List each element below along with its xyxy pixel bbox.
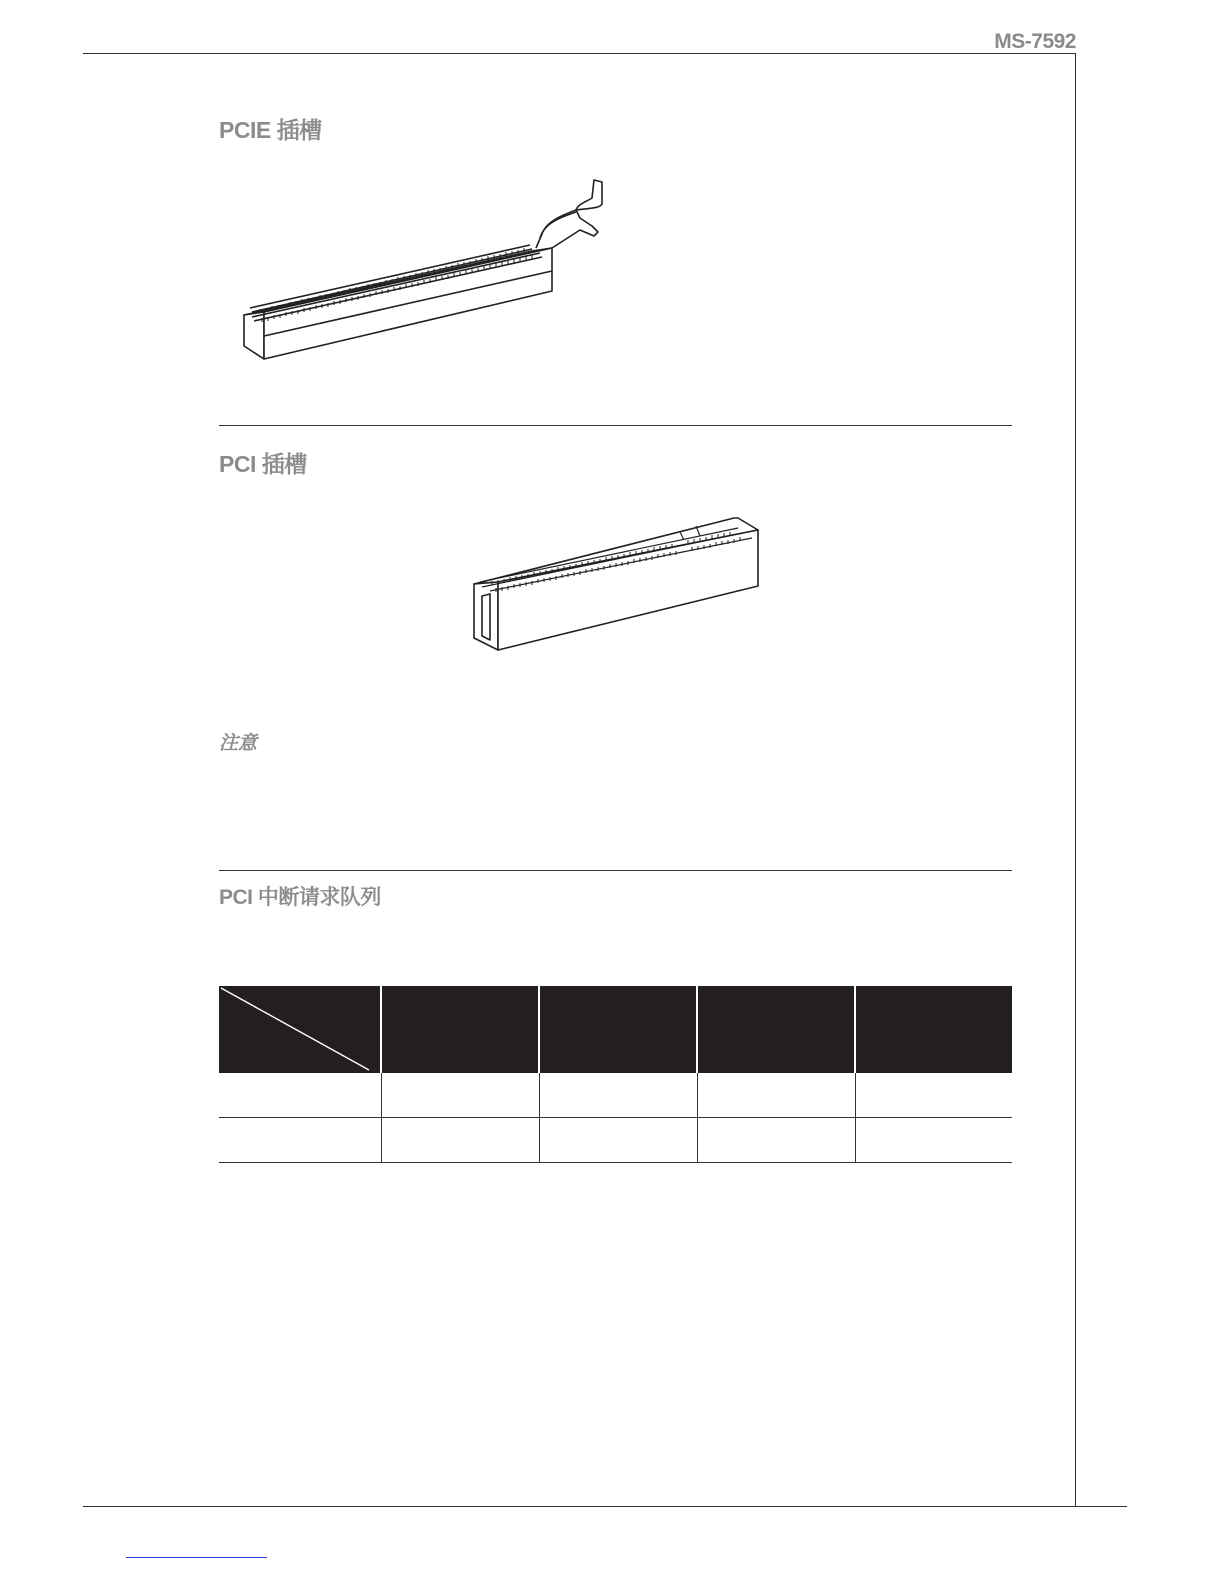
- irq-routing-table: [219, 986, 1012, 1163]
- table-header-cell: [697, 986, 855, 1073]
- table-cell: [697, 1118, 855, 1163]
- header-rule: [83, 53, 1076, 54]
- table-header-cell: [539, 986, 697, 1073]
- section-divider: [219, 870, 1012, 871]
- table-cell: [855, 1073, 1012, 1118]
- pci-slot-illustration: [470, 512, 762, 656]
- corner-diagonal: [219, 986, 381, 1073]
- footer-rule: [83, 1506, 1127, 1507]
- table-cell: [539, 1073, 697, 1118]
- table-cell: [539, 1118, 697, 1163]
- table-header-cell: [381, 986, 539, 1073]
- section-divider: [219, 425, 1012, 426]
- table-row: [219, 1118, 1012, 1163]
- table-header-row: [219, 986, 1012, 1073]
- margin-rule: [1075, 53, 1076, 1507]
- table-cell: [697, 1073, 855, 1118]
- pcie-slot-illustration: [240, 178, 610, 364]
- table-cell: [219, 1073, 381, 1118]
- note-title: 注意: [219, 733, 258, 754]
- table-header-cell: [855, 986, 1012, 1073]
- model-number: MS-7592: [994, 30, 1076, 53]
- table-cell: [381, 1073, 539, 1118]
- footer-link-underline[interactable]: [126, 1557, 267, 1558]
- table-cell: [381, 1118, 539, 1163]
- table-corner-cell: [219, 986, 381, 1073]
- pci-irq-title: PCI 中断请求队列: [219, 886, 381, 909]
- table-row: [219, 1073, 1012, 1118]
- table-cell: [855, 1118, 1012, 1163]
- pcie-slot-title: PCIE 插槽: [219, 117, 322, 143]
- table-cell: [219, 1118, 381, 1163]
- pci-slot-title: PCI 插槽: [219, 451, 307, 477]
